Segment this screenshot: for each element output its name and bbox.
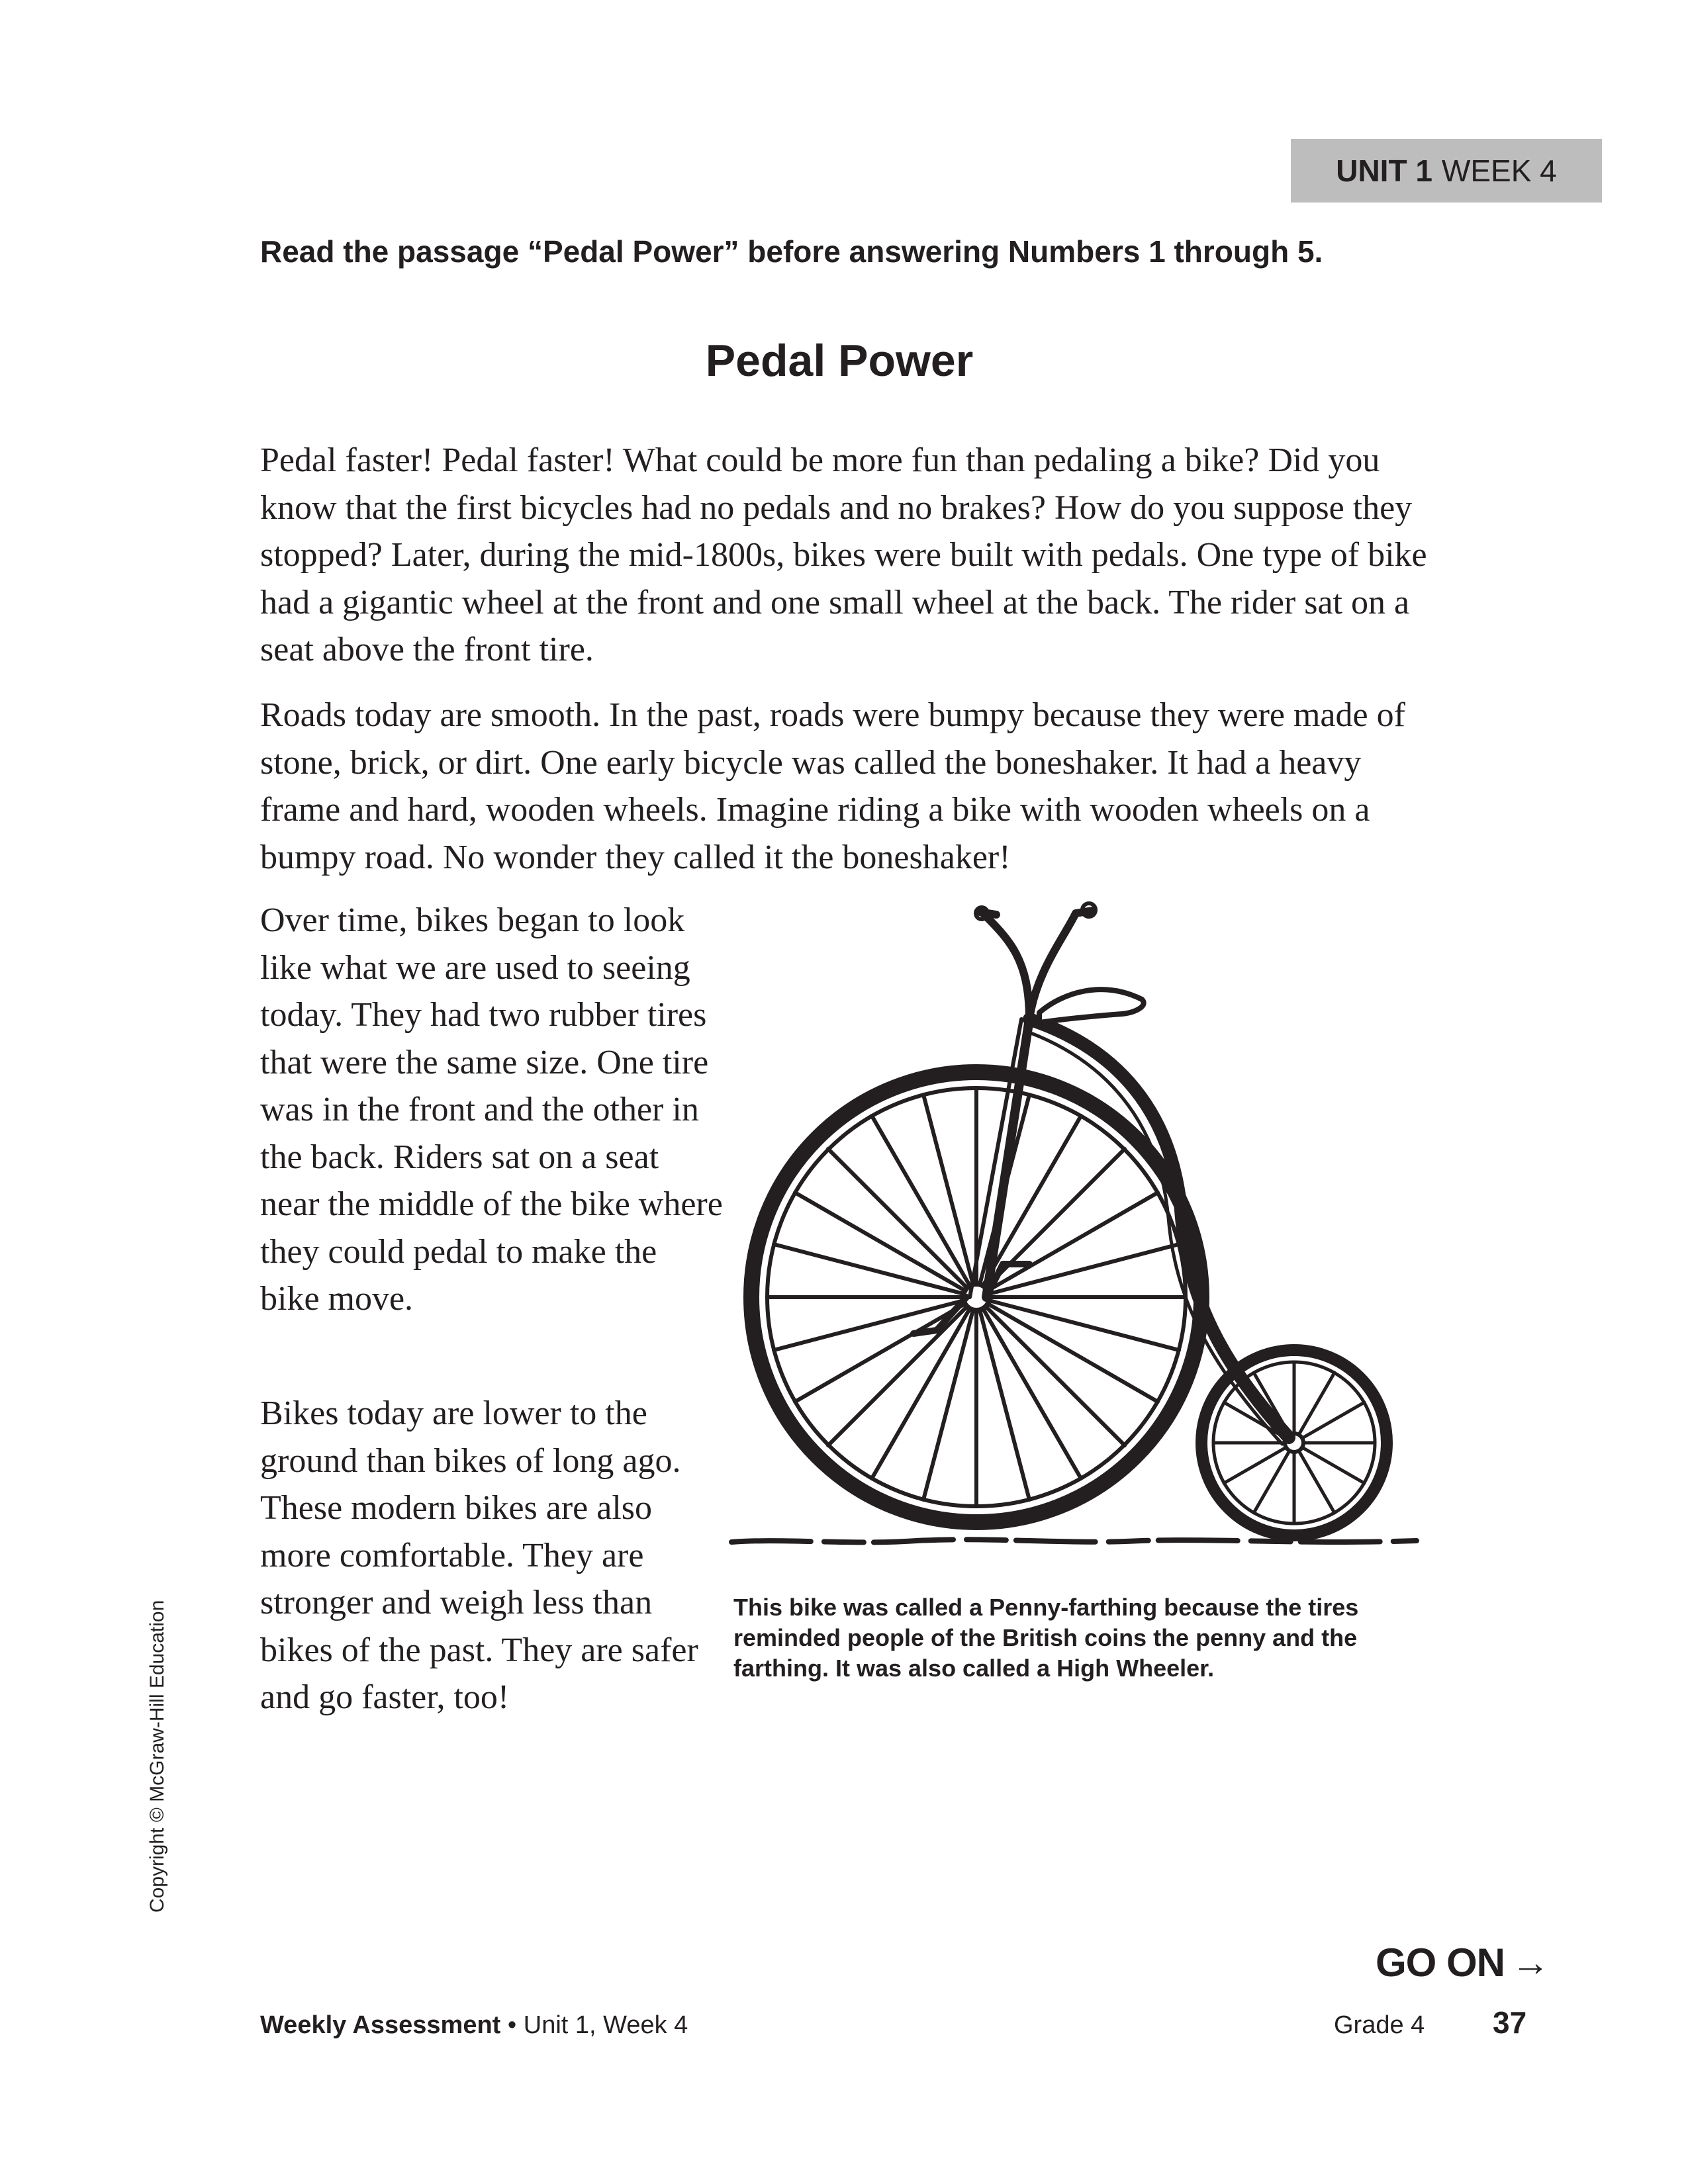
footer-unit-week: Unit 1, Week 4 <box>523 2011 688 2039</box>
footer-assessment-label: Weekly Assessment <box>260 2011 501 2039</box>
footer-grade: Grade 4 <box>1334 2011 1425 2039</box>
arrow-right-icon: → <box>1511 1940 1549 1984</box>
paragraph-4: Bikes today are lower to the ground than bikes of long ago. These modern bikes are also more comfortable. They are stronger and weigh less than bikes of the past. They are safer and go faster, too! <box>260 1394 698 1716</box>
footer-separator: • <box>500 2011 524 2039</box>
page-number: 37 <box>1493 2005 1527 2040</box>
paragraph-3: Over time, bikes began to look like what we are used to seeing today. They had two rubber tires that were the same size. One tire was in the front and the other in the back. Riders sat on a seat near the middle of the bike where they could pedal to make the bike move. <box>260 901 723 1318</box>
instruction-text: Read the passage “Pedal Power” before answering Numbers 1 through 5. <box>260 234 1323 269</box>
paragraph-1: Pedal faster! Pedal faster! What could be more fun than pedaling a bike? Did you know that the first bicycles had no pedals and no brakes? How do you suppose they stopped? Later, during the mid-1800s, bikes were built with pedals. One type of bike had a gigantic wheel at the front and one small wheel at the back. The rider sat on a seat above the front tire. <box>260 441 1427 668</box>
week-label: WEEK 4 <box>1441 154 1557 188</box>
unit-week-badge <box>1291 139 1602 203</box>
ground-line <box>731 1539 1417 1542</box>
go-on-indicator <box>1350 1933 1549 1992</box>
penny-farthing-bicycle-icon <box>718 900 1423 1555</box>
copyright-notice: Copyright © McGraw-Hill Education <box>146 1600 168 1913</box>
passage-title: Pedal Power <box>705 336 974 386</box>
unit-label: UNIT 1 <box>1336 154 1432 188</box>
saddle <box>1039 989 1144 1023</box>
paragraph-2: Roads today are smooth. In the past, roads were bumpy because they were made of stone, brick, or dirt. One early bicycle was called the boneshaker. It had a heavy frame and hard, wooden wheels. Imagine riding a bike with wooden wheels on a bumpy road. No wonder they called it the boneshaker! <box>260 696 1405 876</box>
go-on-label: GO ON <box>1375 1940 1505 1985</box>
figure-caption: This bike was called a Penny-farthing because the tires reminded people of the British coins the penny and the farthing. It was also called a High Wheeler. <box>733 1594 1359 1682</box>
front-fork <box>986 1019 1029 1297</box>
footer-assessment <box>260 2005 688 2045</box>
